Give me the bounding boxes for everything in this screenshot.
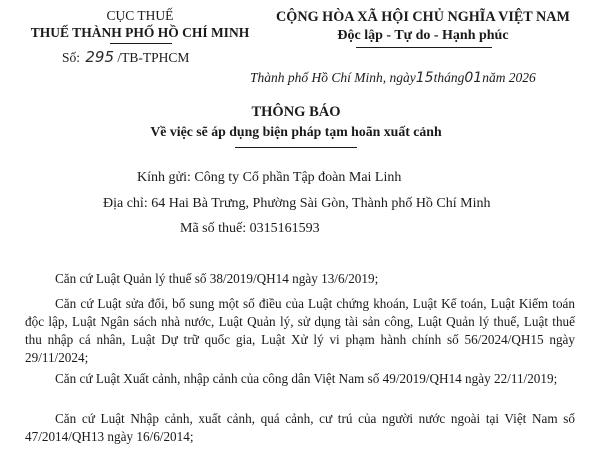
date-month-label: tháng — [433, 70, 465, 85]
subject-underline — [235, 147, 357, 148]
recipient-tax-code: Mã số thuế: 0315161593 — [180, 221, 320, 236]
document-subject: Về việc sẽ áp dụng biện pháp tạm hoãn xuất cảnh — [150, 124, 442, 139]
date-place: Thành phố Hồ Chí Minh, ngày — [250, 70, 416, 85]
office-name: THUẾ THÀNH PHỐ HỒ CHÍ MINH — [30, 25, 250, 40]
recipient-address: Địa chỉ: 64 Hai Bà Trưng, Phường Sài Gòn, Thành phố Hồ Chí Minh — [103, 196, 491, 211]
date-year: năm 2026 — [482, 70, 536, 85]
nation-motto: Độc lập - Tự do - Hạnh phúc — [337, 28, 509, 43]
issue-date — [250, 70, 536, 86]
motto-underline — [356, 47, 492, 48]
doc-number-suffix: /TB-TPHCM — [117, 50, 190, 65]
doc-number-prefix: Số: — [62, 50, 81, 65]
legal-basis-4: Căn cứ Luật Nhập cảnh, xuất cảnh, quá cảnh, cư trú của người nước ngoài tại Việt Nam số 47/2014/QH13 ngày 16/6/2014; — [25, 411, 575, 444]
agency-name: CỤC THUẾ — [106, 8, 174, 23]
legal-basis-2: Căn cứ Luật sửa đổi, bổ sung một số điều của Luật chứng khoán, Luật Kế toán, Luật Kiểm toán độc lập, Luật Ngân sách nhà nước, Luật Quản lý, sử dụng tài sản công, Luật Quản lý thuế, Luật thuế thu nhập cá nhân, Luật Dự trữ quốc gia, Luật Xử lý vi phạm hành chính số 56/2024/QH15 ngày 29/11/2024; — [25, 296, 575, 365]
recipient-line: Kính gửi: Công ty Cổ phần Tập đoàn Mai Linh — [137, 170, 402, 185]
date-month: 01 — [464, 70, 483, 86]
nation-name: CỘNG HÒA XÃ HỘI CHỦ NGHĨA VIỆT NAM — [276, 9, 570, 25]
legal-basis-3: Căn cứ Luật Xuất cảnh, nhập cảnh của công dân Việt Nam số 49/2019/QH14 ngày 22/11/2019; — [55, 371, 558, 386]
doc-number-handwritten: 295 — [85, 48, 115, 66]
office-underline — [110, 43, 172, 44]
legal-basis-1: Căn cứ Luật Quản lý thuế số 38/2019/QH14 ngày 13/6/2019; — [55, 271, 379, 286]
document-number — [62, 48, 189, 66]
document-title: THÔNG BÁO — [251, 104, 341, 120]
date-day: 15 — [415, 70, 434, 86]
